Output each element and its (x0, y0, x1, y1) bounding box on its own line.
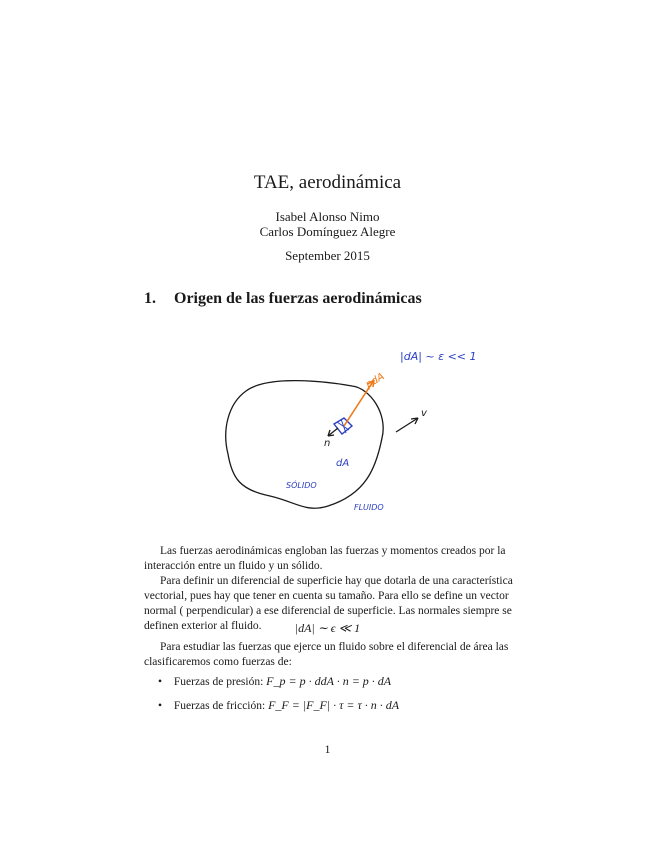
bullet-dot: • (158, 700, 163, 712)
page-number: 1 (324, 742, 331, 756)
paragraph-line: definen exterior al fluido. (144, 620, 262, 632)
paragraph-line: Para estudiar las fuerzas que ejerce un fluido sobre el diferencial de área las (160, 641, 509, 653)
paragraph-line: vectorial, pues hay que tener en cuenta su tamaño. Para ello se define un vector (144, 590, 509, 602)
section-number: 1. (144, 290, 156, 307)
bullet-pressure (158, 674, 391, 689)
paragraph-line: Las fuerzas aerodinámicas engloban las fuerzas y momentos creados por la (160, 545, 506, 557)
label-dA: dA (336, 458, 350, 469)
section-title: Origen de las fuerzas aerodinámicas (174, 290, 422, 307)
equation-area: |dA| ∼ ϵ ≪ 1 (294, 621, 361, 635)
document-title: TAE, aerodinámica (253, 172, 402, 193)
label-velocity: v (421, 408, 427, 419)
paragraph-1 (144, 544, 512, 574)
label-solid: SÓLIDO (286, 481, 317, 490)
label-pdA: pdA (364, 371, 387, 391)
bullet-formula: F_p = p · ddA · n = p · dA (266, 674, 392, 688)
label-normal: n (324, 438, 331, 449)
bullet-dot: • (158, 676, 163, 688)
bullet-formula: F_F = |F_F| · τ = τ · n · dA (268, 698, 400, 712)
bullet-friction (158, 698, 399, 713)
sketch-figure (210, 338, 510, 518)
document-date: September 2015 (285, 248, 370, 263)
paragraph-line: interacción entre un fluido y un sólido. (144, 560, 323, 572)
paragraph-3 (144, 640, 512, 670)
author-1: Isabel Alonso Nimo (275, 209, 380, 224)
velocity-arrow (396, 418, 418, 432)
label-fluid: FLUIDO (354, 503, 384, 512)
paragraph-line: clasificaremos como fuerzas de: (144, 656, 292, 668)
author-2: Carlos Domínguez Alegre (259, 224, 396, 239)
label-area-small: |dA| ~ ε << 1 (400, 350, 477, 363)
paragraph-line: normal ( perpendicular) a ese diferencial de superficie. Las normales siempre se (144, 605, 512, 617)
bullet-label: Fuerzas de fricción: (173, 700, 266, 712)
section-heading (144, 290, 422, 308)
bullet-label: Fuerzas de presión: (173, 676, 264, 688)
paragraph-line: Para definir un diferencial de superficie hay que dotarla de una característica (160, 575, 513, 587)
